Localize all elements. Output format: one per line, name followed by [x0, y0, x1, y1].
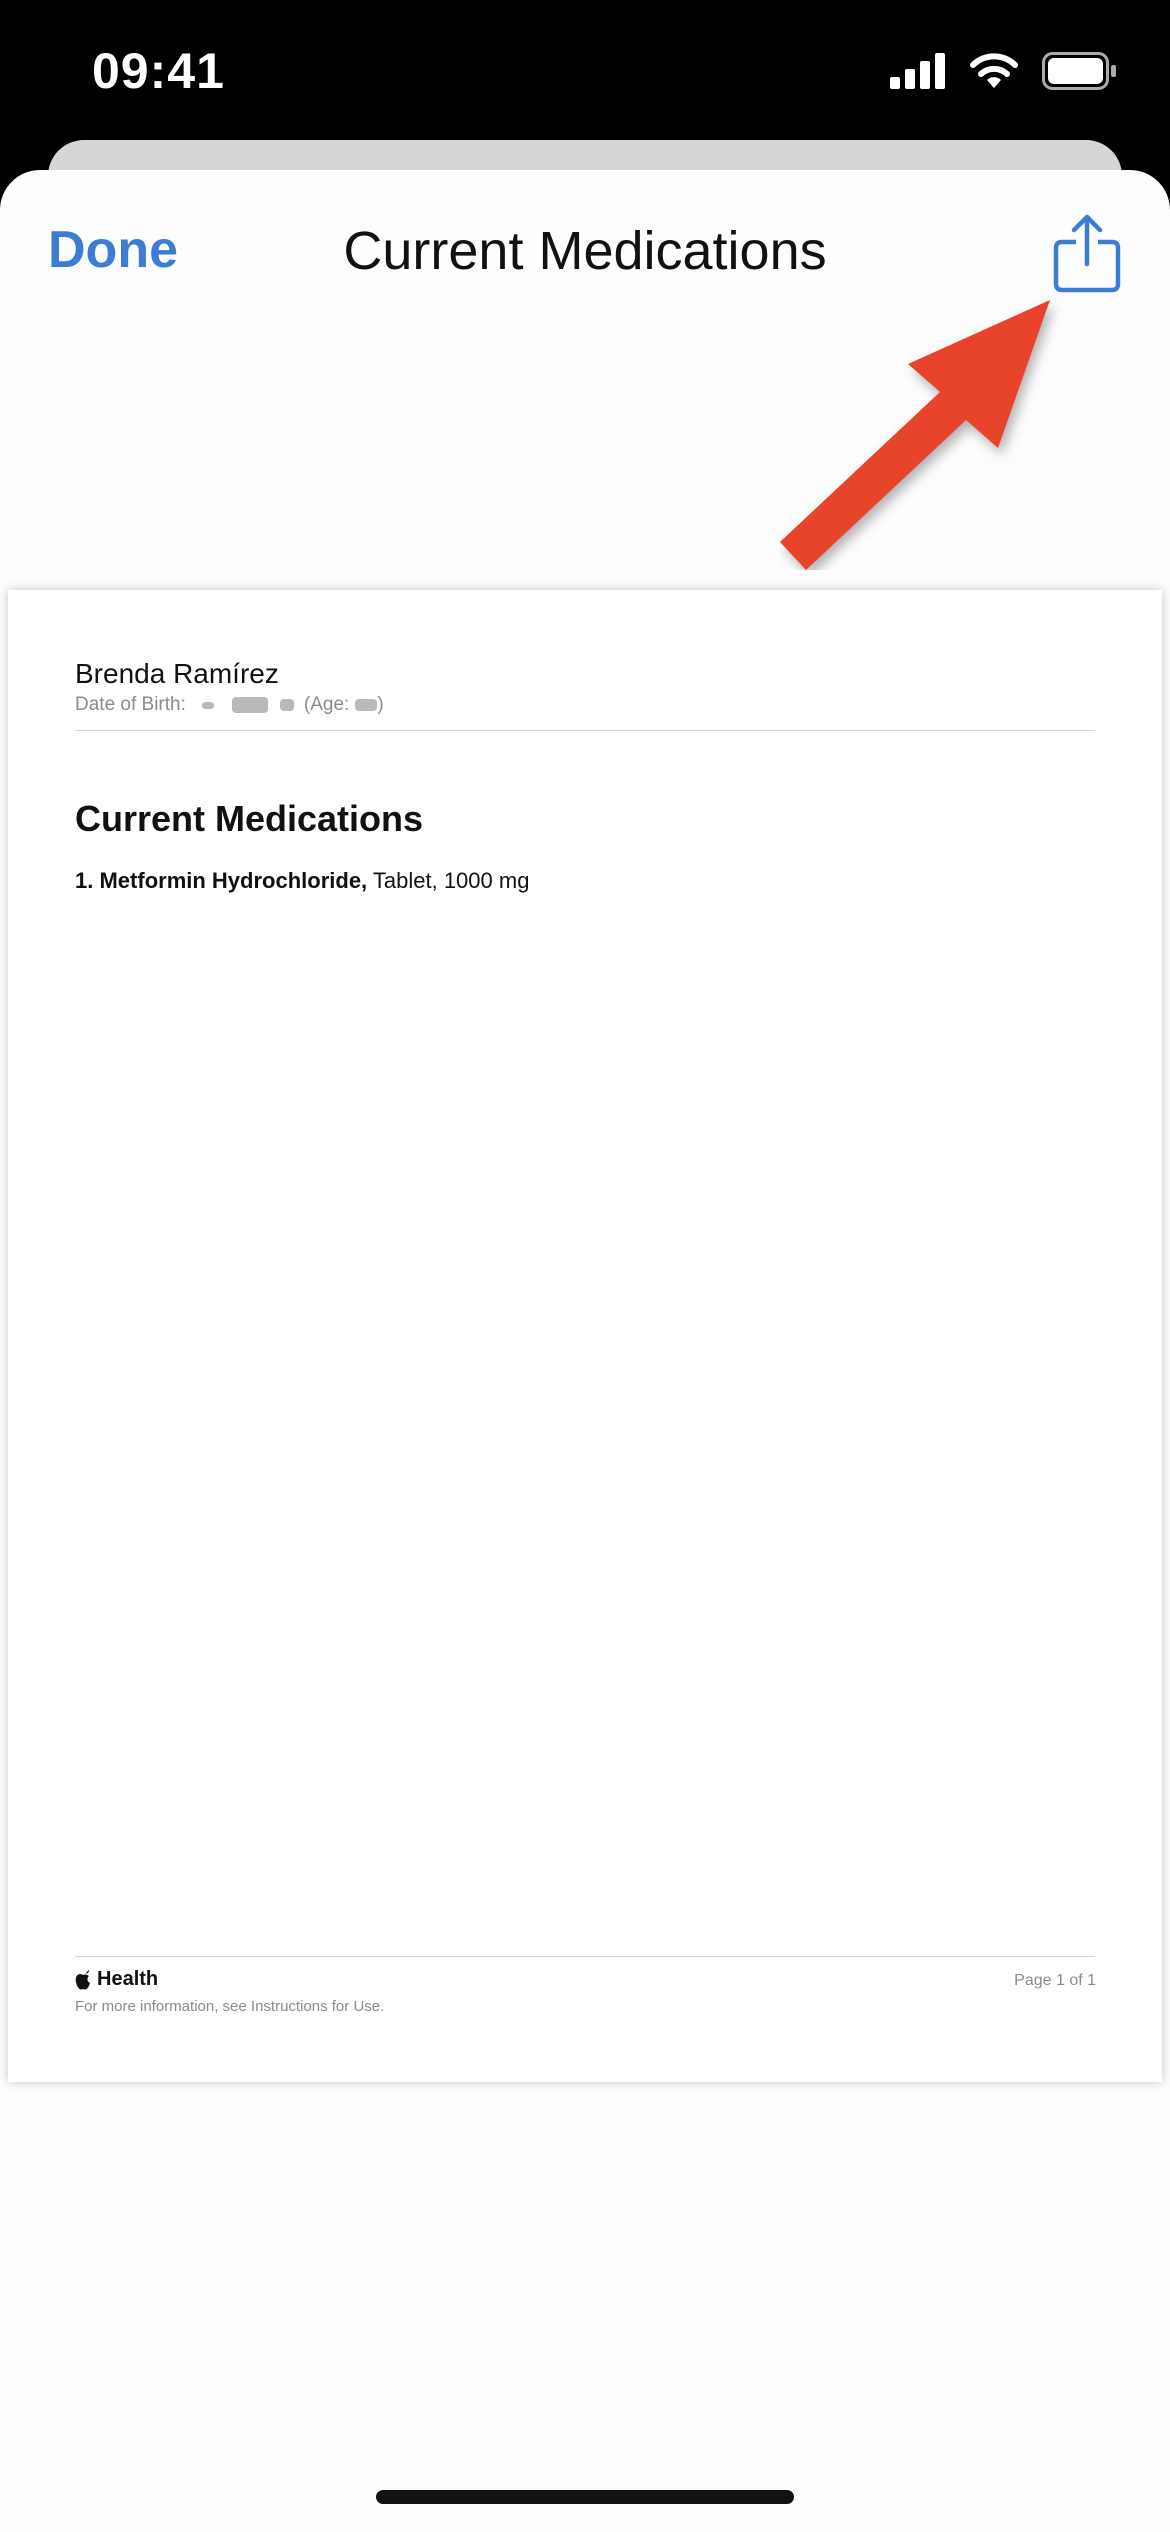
footer-info: For more information, see Instructions for Use.: [75, 1998, 385, 2015]
status-bar: [0, 0, 1170, 140]
share-button[interactable]: [1052, 212, 1122, 294]
cellular-signal-icon: [890, 53, 946, 89]
redacted-dob-2: [232, 697, 268, 713]
medication-name: Metformin Hydrochloride,: [99, 868, 368, 893]
age-close: ): [377, 694, 384, 715]
nav-title: Current Medications: [343, 221, 827, 281]
redacted-age: [355, 699, 377, 711]
page-indicator: Page 1 of 1: [1014, 1972, 1096, 1989]
medication-index: 1.: [75, 868, 94, 893]
date-of-birth-line: [75, 694, 384, 716]
medication-details: Tablet, 1000 mg: [372, 868, 530, 893]
done-button[interactable]: Done: [48, 221, 178, 279]
home-indicator[interactable]: [376, 2490, 794, 2504]
header-divider: [75, 730, 1095, 731]
pdf-page: [8, 590, 1162, 2082]
share-icon: [1052, 212, 1122, 294]
wifi-icon: [968, 52, 1020, 90]
status-icons: [890, 52, 1118, 90]
footer-brand-label: Health: [97, 1968, 159, 1990]
apple-logo-icon: [75, 1970, 91, 1990]
patient-name: Brenda Ramírez: [75, 658, 279, 689]
battery-icon: [1042, 52, 1118, 90]
redacted-dob-3: [280, 699, 294, 711]
dob-label: Date of Birth:: [75, 694, 186, 715]
footer-divider: [75, 1956, 1095, 1957]
annotation-arrow: [780, 290, 1080, 570]
medication-item: [75, 868, 529, 894]
footer-brand: [75, 1968, 158, 1991]
document-sheet: [0, 170, 1170, 2532]
redacted-dob-1: [202, 702, 214, 709]
age-label: (Age:: [303, 694, 350, 715]
section-title: Current Medications: [75, 798, 424, 839]
status-time: 09:41: [92, 43, 225, 99]
